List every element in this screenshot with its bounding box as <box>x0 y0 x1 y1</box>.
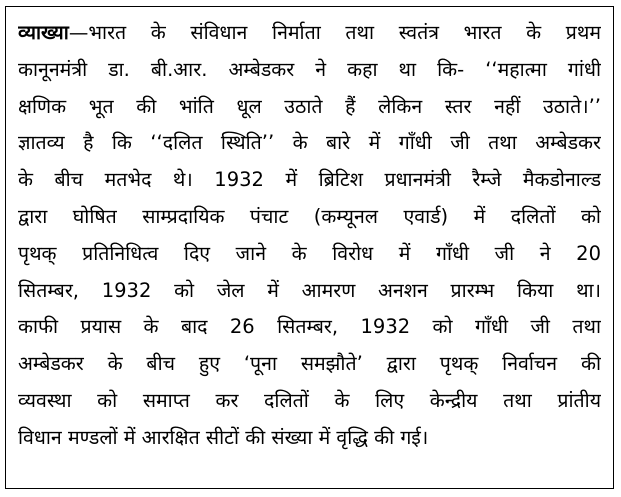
passage-line: विधान मण्डलों में आरक्षित सीटों की संख्या में वृद्धि की गई। <box>18 425 429 449</box>
passage-line: के बीच मतभेद थे। 1932 में ब्रिटिश प्रधानमंत्री रैम्जे मैकडोनाल्ड <box>18 168 601 192</box>
explanation-label: व्याख्या <box>18 21 69 44</box>
passage-line: द्वारा घोषित साम्प्रदायिक पंचाट (कम्यूनल एवार्ड) में दलितों को <box>18 204 601 228</box>
passage-line-text: —भारत के संविधान निर्माता तथा स्वतंत्र भारत के प्रथम <box>68 21 601 44</box>
passage-line: ज्ञातव्य है कि ‘‘दलित स्थिति’’ के बारे में गाँधी जी तथा अम्बेडकर <box>18 131 601 155</box>
explanation-box <box>5 6 614 489</box>
passage-line: व्यवस्था को समाप्त कर दलितों के लिए केन्द्रीय तथा प्रांतीय <box>18 388 601 412</box>
passage-line: कानूनमंत्री डा. बी.आर. अम्बेडकर ने कहा था कि- ‘‘महात्मा गांधी <box>18 57 601 81</box>
passage-line: पृथक् प्रतिनिधित्व दिए जाने के विरोध में गाँधी जी ने 20 <box>18 241 601 265</box>
passage-line: काफी प्रयास के बाद 26 सितम्बर, 1932 को गाँधी जी तथा <box>18 315 601 339</box>
passage-line <box>18 15 601 52</box>
passage-line: क्षणिक भूत की भांति धूल उठाते हैं लेकिन स्तर नहीं उठाते।’’ <box>18 94 601 118</box>
passage-line: अम्बेडकर के बीच हुए ‘पूना समझौते’ द्वारा पृथक् निर्वाचन की <box>18 352 601 376</box>
passage-line: सितम्बर, 1932 को जेल में आमरण अनशन प्रारम्भ किया था। <box>18 278 601 302</box>
